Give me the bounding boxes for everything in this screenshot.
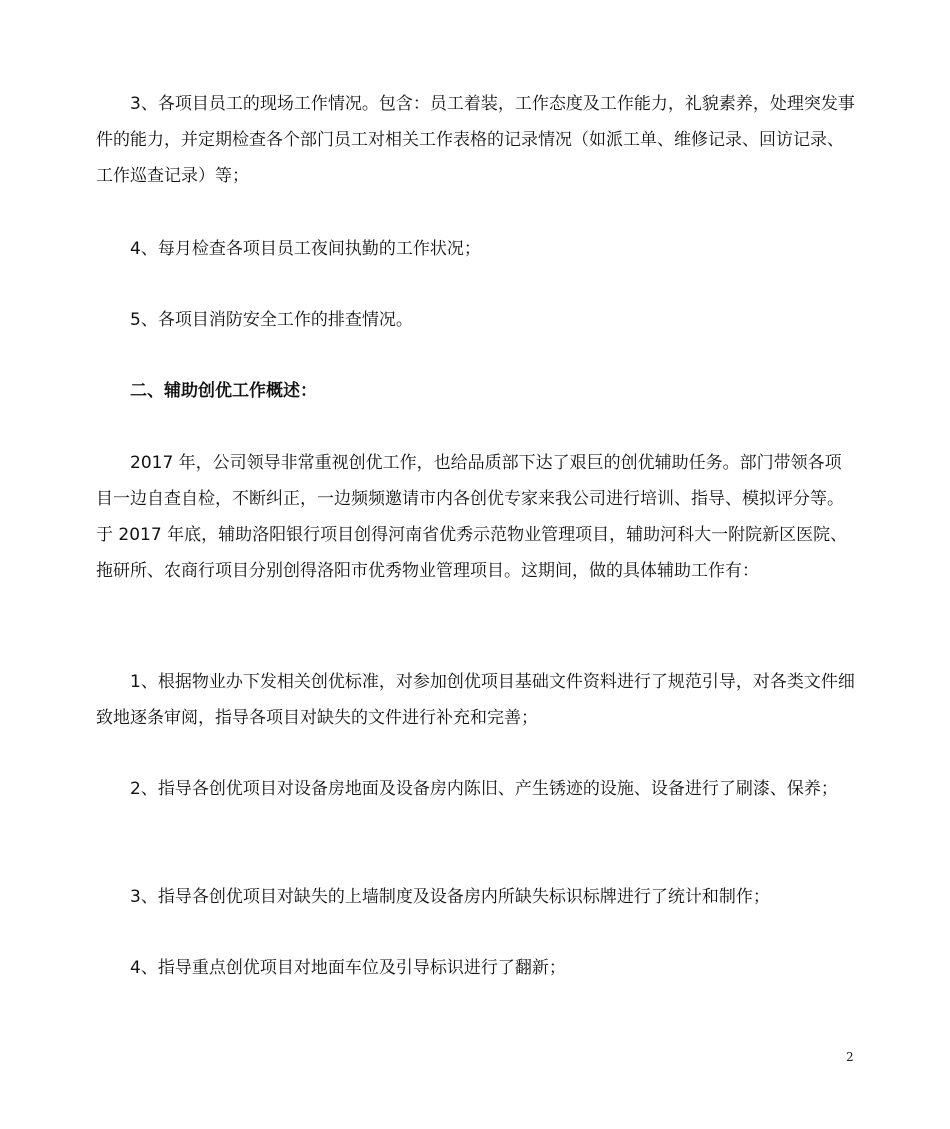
paragraph-signage-production: 3、指导各创优项目对缺失的上墙制度及设备房内所缺失标识标牌进行了统计和制作； <box>130 887 770 907</box>
paragraph-parking-marking-renewal: 4、指导重点创优项目对地面车位及引导标识进行了翻新； <box>130 958 566 978</box>
paragraph-document-guidance: 1、根据物业办下发相关创优标准，对参加创优项目基础文件资料进行了规范引导，对各类文件细致地逐条审阅，指导各项目对缺失的文件进行补充和完善； <box>96 672 855 728</box>
paragraph-night-duty-check: 4、每月检查各项目员工夜间执勤的工作状况； <box>130 239 481 259</box>
page-number: 2 <box>846 1050 854 1064</box>
section-heading: 二、辅助创优工作概述： <box>130 381 317 401</box>
paragraph-2017-overview: 2017 年，公司领导非常重视创优工作，也给品质部下达了艰巨的创优辅助任务。部门带领各项目一边自查自检，不断纠正，一边频频邀请市内各创优专家来我公司进行培训、指导、模拟评分等。于 2017 年底，辅助洛阳银行项目创得河南省优秀示范物业管理项目，辅助河科大一附院新区医院、拖研所、农商行项目分别创得洛阳市优秀物业管理项目。这期间，做的具体辅助工作有： <box>96 453 848 581</box>
paragraph-fire-safety-check: 5、各项目消防安全工作的排查情况。 <box>130 310 413 330</box>
paragraph-staff-onsite-work: 3、各项目员工的现场工作情况。包含：员工着装，工作态度及工作能力，礼貌素养，处理突发事件的能力，并定期检查各个部门员工对相关工作表格的记录情况（如派工单、维修记录、回访记录、工作巡查记录）等； <box>96 94 855 186</box>
paragraph-equipment-room-painting: 2、指导各创优项目对设备房地面及设备房内陈旧、产生锈迹的设施、设备进行了刷漆、保养； <box>130 779 838 799</box>
